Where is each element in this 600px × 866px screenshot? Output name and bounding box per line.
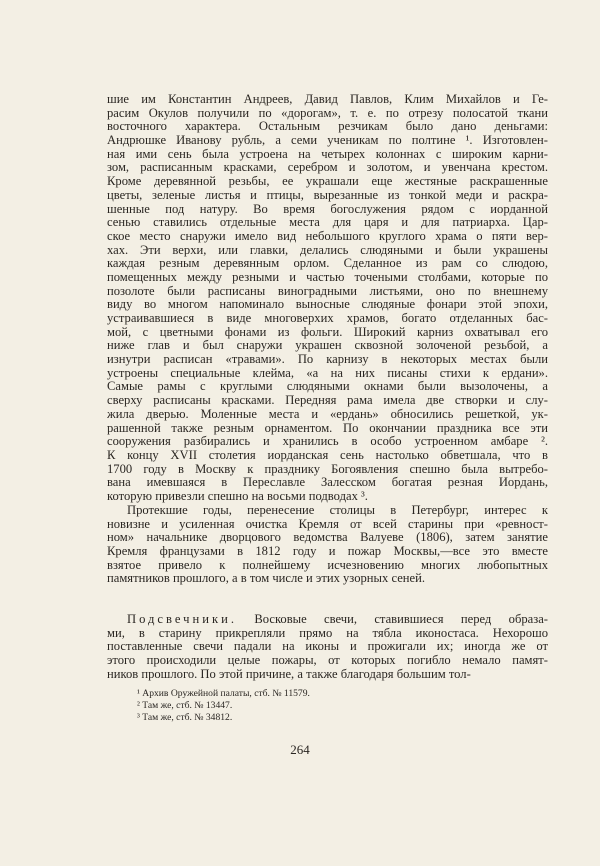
- text-line: каждая резным деревянным орлом. Сделанное из рам со слюдою,: [107, 257, 548, 271]
- text-line: виду во многом напоминало выносные слюдяные фонари этой эпохи,: [107, 298, 548, 312]
- text-line: ном» начальнике дворцового ведомства Валуеве (1806), затем занятие: [107, 531, 548, 545]
- text-line: ников прошлого. По этой причине, а также благодаря большим тол-: [107, 667, 471, 681]
- text-line: взятое привело к полнейшему исчезновению многих любопытных: [107, 558, 548, 572]
- text-line: [107, 613, 548, 627]
- text-line: устраивавшиеся в виде многоверхих храмов, богато отделанных бас-: [107, 312, 548, 325]
- text-line: ми, в старину прикрепляли прямо на тябла иконостаса. Нехорошо: [107, 626, 548, 640]
- text-line: новизне и усиленная очистка Кремля от всей старины при «ревност-: [107, 517, 548, 531]
- footnote: ¹ Архив Оружейной палаты, стб. № 11579.: [137, 688, 310, 699]
- footnotes: [137, 688, 437, 724]
- text-line: ское место снаружи имело вид небольшого круглого храма о пяти вер-: [107, 229, 548, 243]
- text-line: К концу XVII столетия иорданская сень настолько обветшала, что в: [107, 448, 548, 462]
- text-line: Самые рамы с круглыми слюдяными окнами были вызолочены, а: [107, 380, 548, 394]
- text-line: этого происходили целые пожары, от которых погибло немало памят-: [107, 654, 548, 668]
- paragraph-loss-of-monuments: [107, 504, 548, 586]
- text-line: которую привезли спешно на восьми подводах ³.: [107, 489, 368, 503]
- text-line: цветы, зеленые листья и птицы, вырезанные из тонкой меди и раскра-: [107, 188, 548, 202]
- text-line: шенные под натуру. Во время богослужения рядом с иорданной: [107, 202, 548, 216]
- text-line: Кроме деревянной резьбы, ее украшали еще жестяные раскрашенные: [107, 175, 548, 189]
- text-line: ниже глав и был снаружи украшен сквозной золоченой резьбой, а: [107, 339, 548, 353]
- text-line: Кремля французами в 1812 году и пожар Москвы,—все это вместе: [107, 545, 548, 559]
- text-line: рашенной также резным орнаментом. По окончании праздника все эти: [107, 421, 548, 435]
- text-line: памятников прошлого, а в том числе и этих узорных сеней.: [107, 572, 426, 586]
- text-line: мой, с цветными фонами из фольги. Широкий карниз охватывал его: [107, 325, 548, 339]
- text-line: 1700 году в Москву к празднику Богоявления спешно была вытребо-: [107, 462, 548, 476]
- text-line: ная ими сень была устроена на четырех колоннах с широким карни-: [107, 147, 548, 161]
- text-line: восточного характера. Остальным резчикам было дано деньгами:: [107, 120, 548, 134]
- text-line: жила дверью. Моленные места и «ердань» обносились решеткой, ук-: [107, 407, 548, 421]
- text-line: позолоте были расписаны виноградными листьями, оно по внешнему: [107, 284, 548, 298]
- text-line: сенью ставились отдельные места для царя и для патриарха. Цар-: [107, 216, 548, 230]
- footnote: ² Там же, стб. № 13447.: [137, 700, 233, 711]
- page-number: 264: [290, 742, 310, 757]
- text-line: помещенных между резными и частью точеными столбами, которые по: [107, 270, 548, 284]
- text-line: изнутри расписан «травами». По карнизу в некоторых местах были: [107, 353, 548, 367]
- text-line-rest: Восковые свечи, ставившиеся перед образа-: [254, 613, 548, 626]
- text-line: поставленные свечи падали на иконы и прожигали их; иногда же от: [107, 640, 548, 654]
- text-line: шие им Константин Андреев, Давид Павлов, Клим Михайлов и Ге-: [107, 93, 548, 106]
- text-line: зом, расписанным красками, серебром и золотом, и увенчана крестом.: [107, 161, 548, 175]
- footnote: ³ Там же, стб. № 34812.: [137, 712, 233, 723]
- text-line: вана имевшаяся в Переславле Залесском богатая резная Иордань,: [107, 476, 548, 490]
- paragraph-candlesticks: [107, 613, 548, 681]
- text-line: расим Окулов получили по «дорогам», т. е. по отрезу полосатой ткани: [107, 106, 548, 120]
- text-line: хах. Эти верхи, или главки, делались слюдяными и были украшены: [107, 243, 548, 257]
- paragraph-iordan-canopy: [107, 93, 548, 504]
- text-line: сверху расписаны красками. Передняя рама имела две створки и слу-: [107, 394, 548, 408]
- text-line: сооружения разбирались и хранились в особо устроенном амбаре ².: [107, 435, 548, 449]
- text-line: устроены специальные клейма, «а на них писаны стихи к ердани».: [107, 366, 548, 380]
- text-line: Андрюшке Иванову рубль, а семи ученикам по полтине ¹. Изготовлен-: [107, 134, 548, 148]
- text-line: Протекшие годы, перенесение столицы в Петербург, интерес к: [127, 504, 548, 517]
- section-heading: Подсвечники.: [127, 613, 237, 626]
